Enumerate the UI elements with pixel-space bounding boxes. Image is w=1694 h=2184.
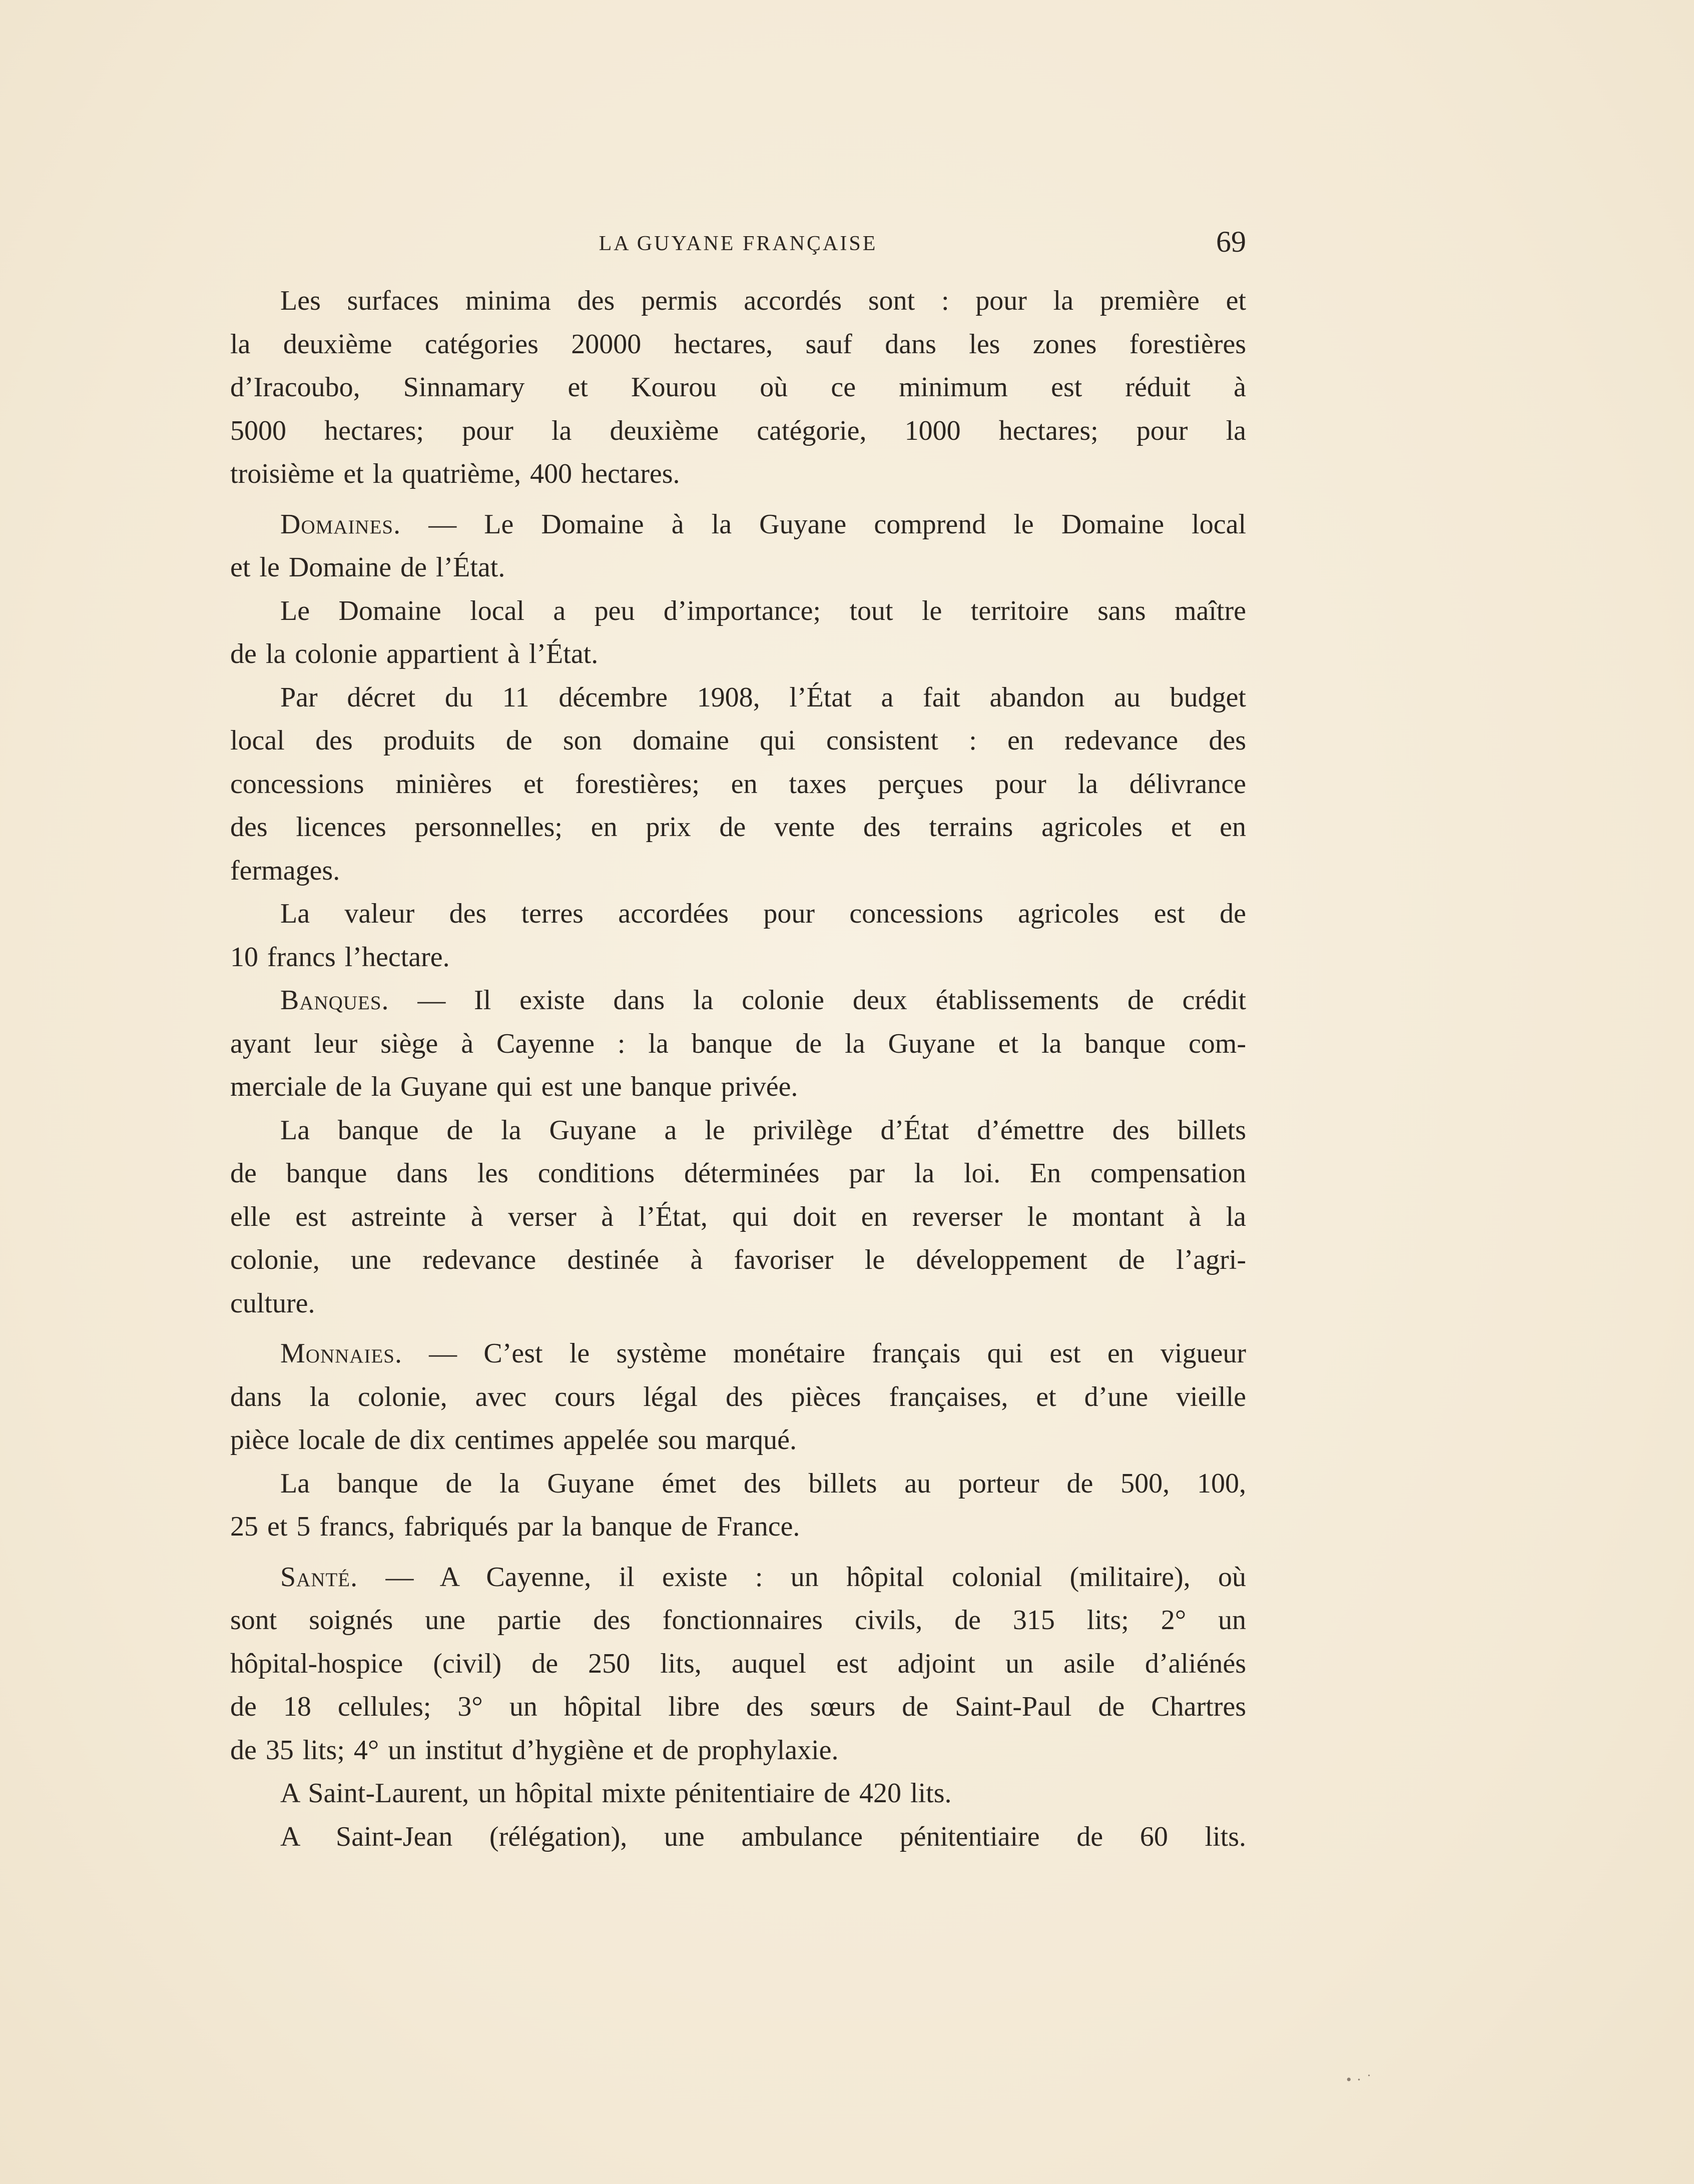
page-number: 69 <box>1216 225 1246 258</box>
line-text: — Le Domaine à la Guyane comprend le Domaine local <box>401 508 1246 540</box>
line-text: concessions minières et forestières; en taxes perçues pour la délivrance <box>230 768 1246 800</box>
line-text: la deuxième catégories 20000 hectares, sauf dans les zones forestières <box>230 328 1246 360</box>
line-text: Les surfaces minima des permis accordés sont : pour la première et <box>280 285 1246 316</box>
text-line <box>230 763 1246 806</box>
line-text: sont soignés une partie des fonctionnaires civils, de 315 lits; 2° un <box>230 1605 1246 1636</box>
line-text: colonie, une redevance destinée à favoriser le développement de l’agri- <box>230 1244 1246 1275</box>
text-line <box>230 892 1246 936</box>
text-line <box>230 1505 1246 1549</box>
text-line <box>230 409 1246 453</box>
line-text: dans la colonie, avec cours légal des pièces françaises, et d’une vieille <box>230 1381 1246 1412</box>
line-text: culture. <box>230 1287 315 1319</box>
line-text: pièce locale de dix centimes appelée sou marqué. <box>230 1424 797 1455</box>
line-text: et le Domaine de l’État. <box>230 552 505 583</box>
running-header <box>230 225 1246 263</box>
line-text: d’Iracoubo, Sinnamary et Kourou où ce minimum est réduit à <box>230 372 1246 403</box>
line-text: — A Cayenne, il existe : un hôpital colonial (militaire), où <box>358 1561 1246 1593</box>
running-title: LA GUYANE FRANÇAISE <box>599 232 878 255</box>
line-text: A Saint-Laurent, un hôpital mixte pénitentiaire de 420 lits. <box>280 1778 952 1809</box>
line-text: 10 francs l’hectare. <box>230 941 450 973</box>
text-line <box>230 1195 1246 1239</box>
line-text: La banque de la Guyane a le privilège d’État d’émettre des billets <box>280 1114 1246 1146</box>
line-text: A Saint-Jean (rélégation), une ambulance pénitentiaire de 60 lits. <box>280 1821 1246 1852</box>
paper-specks: •·˙ <box>1346 2071 1377 2088</box>
text-line <box>230 1556 1246 1599</box>
text-line <box>230 1815 1246 1859</box>
text-line <box>230 546 1246 589</box>
line-text: de la colonie appartient à l’État. <box>230 638 599 669</box>
text-line <box>230 1238 1246 1282</box>
text-line <box>230 1022 1246 1066</box>
text-line <box>230 1065 1246 1109</box>
text-line <box>230 452 1246 496</box>
text-line <box>230 1152 1246 1195</box>
line-text: des licences personnelles; en prix de vente des terrains agricoles et en <box>230 812 1246 843</box>
text-line <box>230 849 1246 893</box>
text-line <box>230 1375 1246 1419</box>
line-text: 25 et 5 francs, fabriqués par la banque de France. <box>230 1511 800 1542</box>
text-line <box>230 936 1246 979</box>
section-heading: Domaines. <box>280 508 401 540</box>
line-text: Par décret du 11 décembre 1908, l’État a fait abandon au budget <box>280 681 1246 713</box>
line-text: Le Domaine local a peu d’importance; tout le territoire sans maître <box>280 595 1246 626</box>
line-text: La banque de la Guyane émet des billets au porteur de 500, 100, <box>280 1468 1246 1499</box>
text-line <box>230 1282 1246 1325</box>
line-text: local des produits de son domaine qui consistent : en redevance des <box>230 725 1246 756</box>
line-text: hôpital-hospice (civil) de 250 lits, auquel est adjoint un asile d’aliénés <box>230 1648 1246 1679</box>
section-heading: Banques. <box>280 985 389 1016</box>
text-line <box>230 632 1246 676</box>
text-line <box>230 1462 1246 1506</box>
line-text: fermages. <box>230 855 340 886</box>
text-line <box>230 1599 1246 1642</box>
text-line <box>230 366 1246 409</box>
line-text: de 18 cellules; 3° un hôpital libre des sœurs de Saint-Paul de Chartres <box>230 1691 1246 1722</box>
line-text: de banque dans les conditions déterminées par la loi. En compensation <box>230 1158 1246 1189</box>
line-text: ayant leur siège à Cayenne : la banque de la Guyane et la banque com- <box>230 1028 1246 1059</box>
text-line <box>230 806 1246 849</box>
text-line <box>230 1772 1246 1815</box>
text-line <box>230 1642 1246 1686</box>
text-line <box>230 279 1246 323</box>
line-text: de 35 lits; 4° un institut d’hygiène et de prophylaxie. <box>230 1734 839 1766</box>
section-heading: Monnaies. <box>280 1338 402 1369</box>
text-line <box>230 1729 1246 1772</box>
line-text: La valeur des terres accordées pour concessions agricoles est de <box>280 898 1246 929</box>
text-line <box>230 1418 1246 1462</box>
line-text: — C’est le système monétaire français qui est en vigueur <box>402 1338 1246 1369</box>
text-line <box>230 1332 1246 1375</box>
line-text: merciale de la Guyane qui est une banque privée. <box>230 1071 798 1102</box>
text-line <box>230 503 1246 546</box>
text-line <box>230 979 1246 1022</box>
line-text: 5000 hectares; pour la deuxième catégorie, 1000 hectares; pour la <box>230 415 1246 446</box>
body-text <box>230 279 1246 1858</box>
section-heading: Santé. <box>280 1561 358 1593</box>
text-line <box>230 1109 1246 1152</box>
line-text: elle est astreinte à verser à l’État, qui doit en reverser le montant à la <box>230 1201 1246 1232</box>
text-line <box>230 676 1246 719</box>
line-text: troisième et la quatrième, 400 hectares. <box>230 458 680 489</box>
text-line <box>230 323 1246 366</box>
text-line <box>230 589 1246 633</box>
text-line <box>230 719 1246 763</box>
line-text: — Il existe dans la colonie deux établissements de crédit <box>389 985 1246 1016</box>
text-line <box>230 1685 1246 1729</box>
